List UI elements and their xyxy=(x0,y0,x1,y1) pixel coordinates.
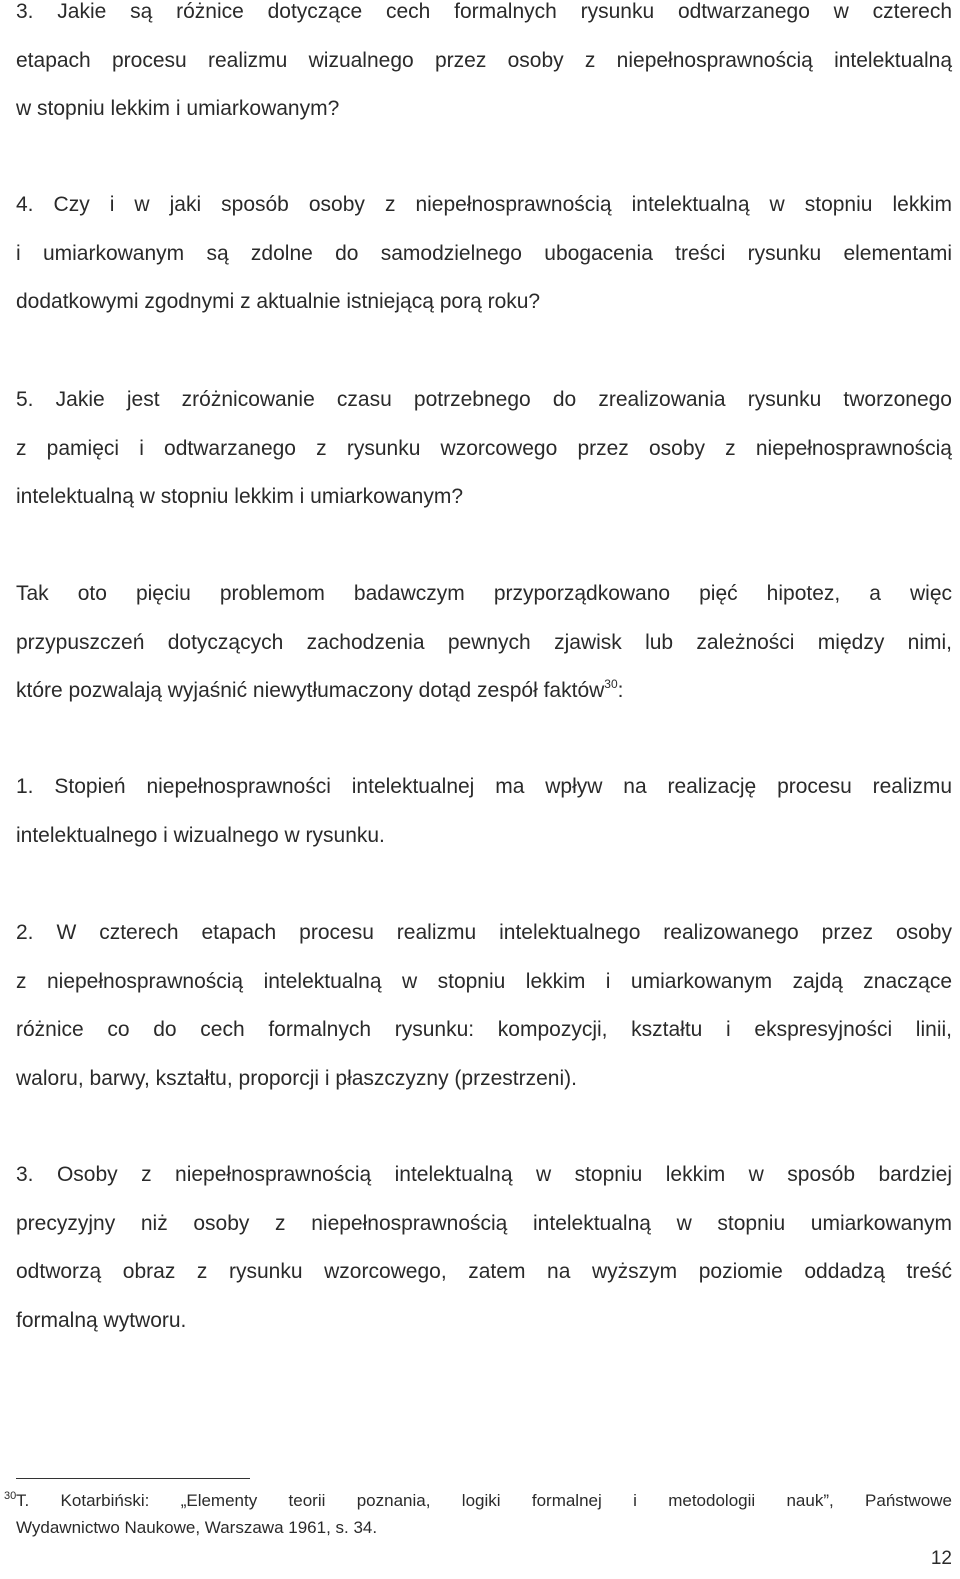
text-line: różnice co do cech formalnych rysunku: kompozycji, kształtu i ekspresyjności linii, xyxy=(16,1018,952,1041)
research-question-3 xyxy=(16,0,952,134)
hypothesis-2 xyxy=(16,909,952,1103)
text-line: 4. Czy i w jaki sposób osoby z niepełnosprawnością intelektualną w stopniu lekkim xyxy=(16,193,952,216)
text-line: intelektualną w stopniu lekkim i umiarkowanym? xyxy=(16,485,464,508)
text-line: Tak oto pięciu problemom badawczym przyporządkowano pięć hipotez, a więc xyxy=(16,582,952,605)
text-line: 5. Jakie jest zróżnicowanie czasu potrzebnego do zrealizowania rysunku tworzonego xyxy=(16,388,952,411)
text-line: formalną wytworu. xyxy=(16,1308,187,1332)
footnote xyxy=(4,1487,952,1541)
hypotheses-intro xyxy=(16,570,952,716)
hypothesis-1 xyxy=(16,763,952,860)
text-line: 1. Stopień niepełnosprawności intelektualnej ma wpływ na realizację procesu realizmu xyxy=(16,775,952,798)
page-number: 12 xyxy=(930,1548,952,1569)
footnote-separator xyxy=(16,1478,250,1479)
hypothesis-3 xyxy=(16,1151,952,1345)
footnote-number: 30 xyxy=(4,1490,17,1502)
text-line: przypuszczeń dotyczących zachodzenia pewnych zjawisk lub zależności między nimi, xyxy=(16,630,952,654)
footnote-reference: 30 xyxy=(604,677,618,691)
text-line: i umiarkowanym są zdolne do samodzielnego ubogacenia treści rysunku elementami xyxy=(16,241,952,265)
footnote-line: Wydawnictwo Naukowe, Warszawa 1961, s. 34. xyxy=(16,1518,378,1537)
text-line: waloru, barwy, kształtu, proporcji i płaszczyzny (przestrzeni). xyxy=(16,1066,577,1090)
trailing-colon: : xyxy=(617,679,624,702)
text-line: etapach procesu realizmu wizualnego przez osoby z niepełnosprawnością intelektualną xyxy=(16,48,952,72)
text-line: z niepełnosprawnością intelektualną w stopniu lekkim i umiarkowanym zajdą znaczące xyxy=(16,969,952,993)
text-line: 3. Osoby z niepełnosprawnością intelektualną w stopniu lekkim w sposób bardziej xyxy=(16,1163,952,1186)
text-line-content: które pozwalają wyjaśnić niewytłumaczony dotąd zespół faktów xyxy=(16,679,605,702)
text-line: odtworzą obraz z rysunku wzorcowego, zatem na wyższym poziomie oddadzą treść xyxy=(16,1260,952,1283)
text-line: 2. W czterech etapach procesu realizmu intelektualnego realizowanego przez osoby xyxy=(16,921,952,944)
text-line: w stopniu lekkim i umiarkowanym? xyxy=(16,97,340,120)
text-line: intelektualnego i wizualnego w rysunku. xyxy=(16,823,385,847)
text-line: z pamięci i odtwarzanego z rysunku wzorcowego przez osoby z niepełnosprawnością xyxy=(16,436,952,460)
text-line: 3. Jakie są różnice dotyczące cech formalnych rysunku odtwarzanego w czterech xyxy=(16,0,952,23)
research-question-4 xyxy=(16,181,952,327)
research-question-5 xyxy=(16,376,952,522)
text-line xyxy=(16,667,952,716)
text-line: precyzyjny niż osoby z niepełnosprawnością intelektualną w stopniu umiarkowanym xyxy=(16,1211,952,1235)
footnote-line: T. Kotarbiński: „Elementy teorii poznania, logiki formalnej i metodologii nauk”, Państwowe xyxy=(16,1491,952,1510)
text-line: dodatkowymi zgodnymi z aktualnie istniejącą porą roku? xyxy=(16,290,541,313)
